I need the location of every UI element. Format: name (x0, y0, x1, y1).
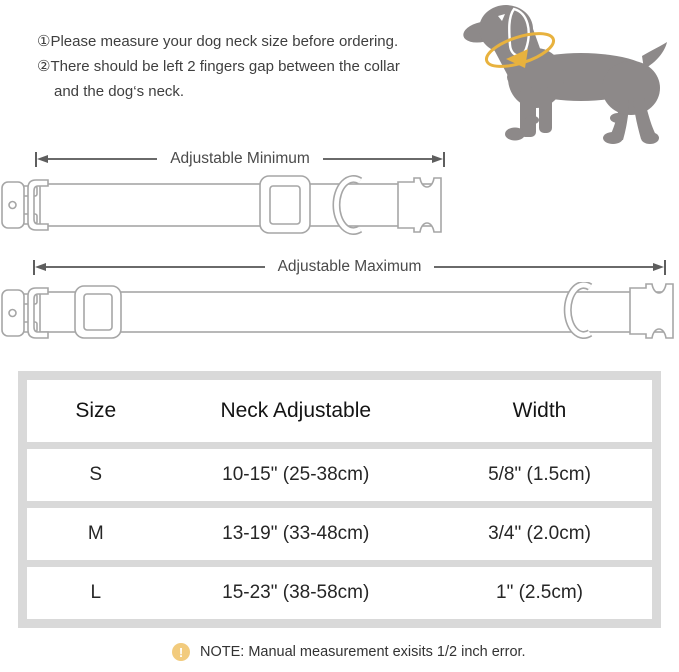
dimension-rule (46, 266, 265, 268)
instruction-item-2: ②There should be left 2 fingers gap between the collar and the dog‘s neck. (37, 58, 400, 100)
note-text: NOTE: Manual measurement exisits 1/2 inch error. (200, 644, 526, 660)
collar-strap (40, 292, 672, 332)
measuring-instructions (37, 29, 419, 104)
exclamation-icon: ! (172, 643, 190, 661)
dimension-endbar (664, 260, 666, 275)
adjustable-minimum-label: Adjustable Minimum (170, 150, 310, 167)
dimension-endbar (443, 152, 445, 167)
adjustable-minimum-dimension (35, 149, 445, 169)
size-table (18, 371, 661, 628)
arrowhead-right-icon (653, 263, 664, 271)
size-table-row-l (27, 567, 652, 619)
quick-release-buckle (398, 178, 441, 232)
table-cell: 1" (2.5cm) (496, 582, 583, 603)
quick-release-buckle (630, 284, 673, 338)
collar-strap (40, 184, 440, 226)
measurement-note (172, 643, 526, 661)
table-cell: 15-23" (38-58cm) (222, 582, 370, 603)
table-cell: 10-15" (25-38cm) (222, 464, 370, 485)
size-table-row-m (27, 508, 652, 560)
size-table-header-row (27, 380, 652, 442)
dimension-rule (434, 266, 653, 268)
table-cell: L (90, 582, 102, 603)
adjustable-maximum-dimension (33, 257, 666, 277)
table-cell: S (89, 464, 103, 485)
dimension-rule (323, 158, 432, 160)
arrowhead-right-icon (432, 155, 443, 163)
instruction-item-1: ①Please measure your dog neck size before ordering. (37, 33, 399, 50)
dog-tail (642, 42, 667, 69)
arrowhead-left-icon (37, 155, 48, 163)
table-cell: 3/4" (2.0cm) (488, 523, 591, 544)
size-table-row-s (27, 449, 652, 501)
arrowhead-left-icon (35, 263, 46, 271)
dog-silhouette (461, 5, 667, 144)
header-cell-width: Width (512, 399, 567, 422)
slider-adjuster (260, 176, 310, 233)
dimension-rule (48, 158, 157, 160)
table-cell: 13-19" (33-48cm) (222, 523, 370, 544)
table-cell: 5/8" (1.5cm) (488, 464, 591, 485)
collar-maximum-diagram (0, 282, 679, 346)
adjustable-maximum-label: Adjustable Maximum (277, 258, 422, 275)
header-cell-neck-adjustable: Neck Adjustable (220, 399, 372, 422)
slider-adjuster (75, 286, 121, 338)
table-cell: M (87, 523, 104, 544)
header-cell-size: Size (75, 399, 117, 422)
collar-minimum-diagram (0, 172, 448, 236)
dog-illustration (458, 2, 672, 152)
